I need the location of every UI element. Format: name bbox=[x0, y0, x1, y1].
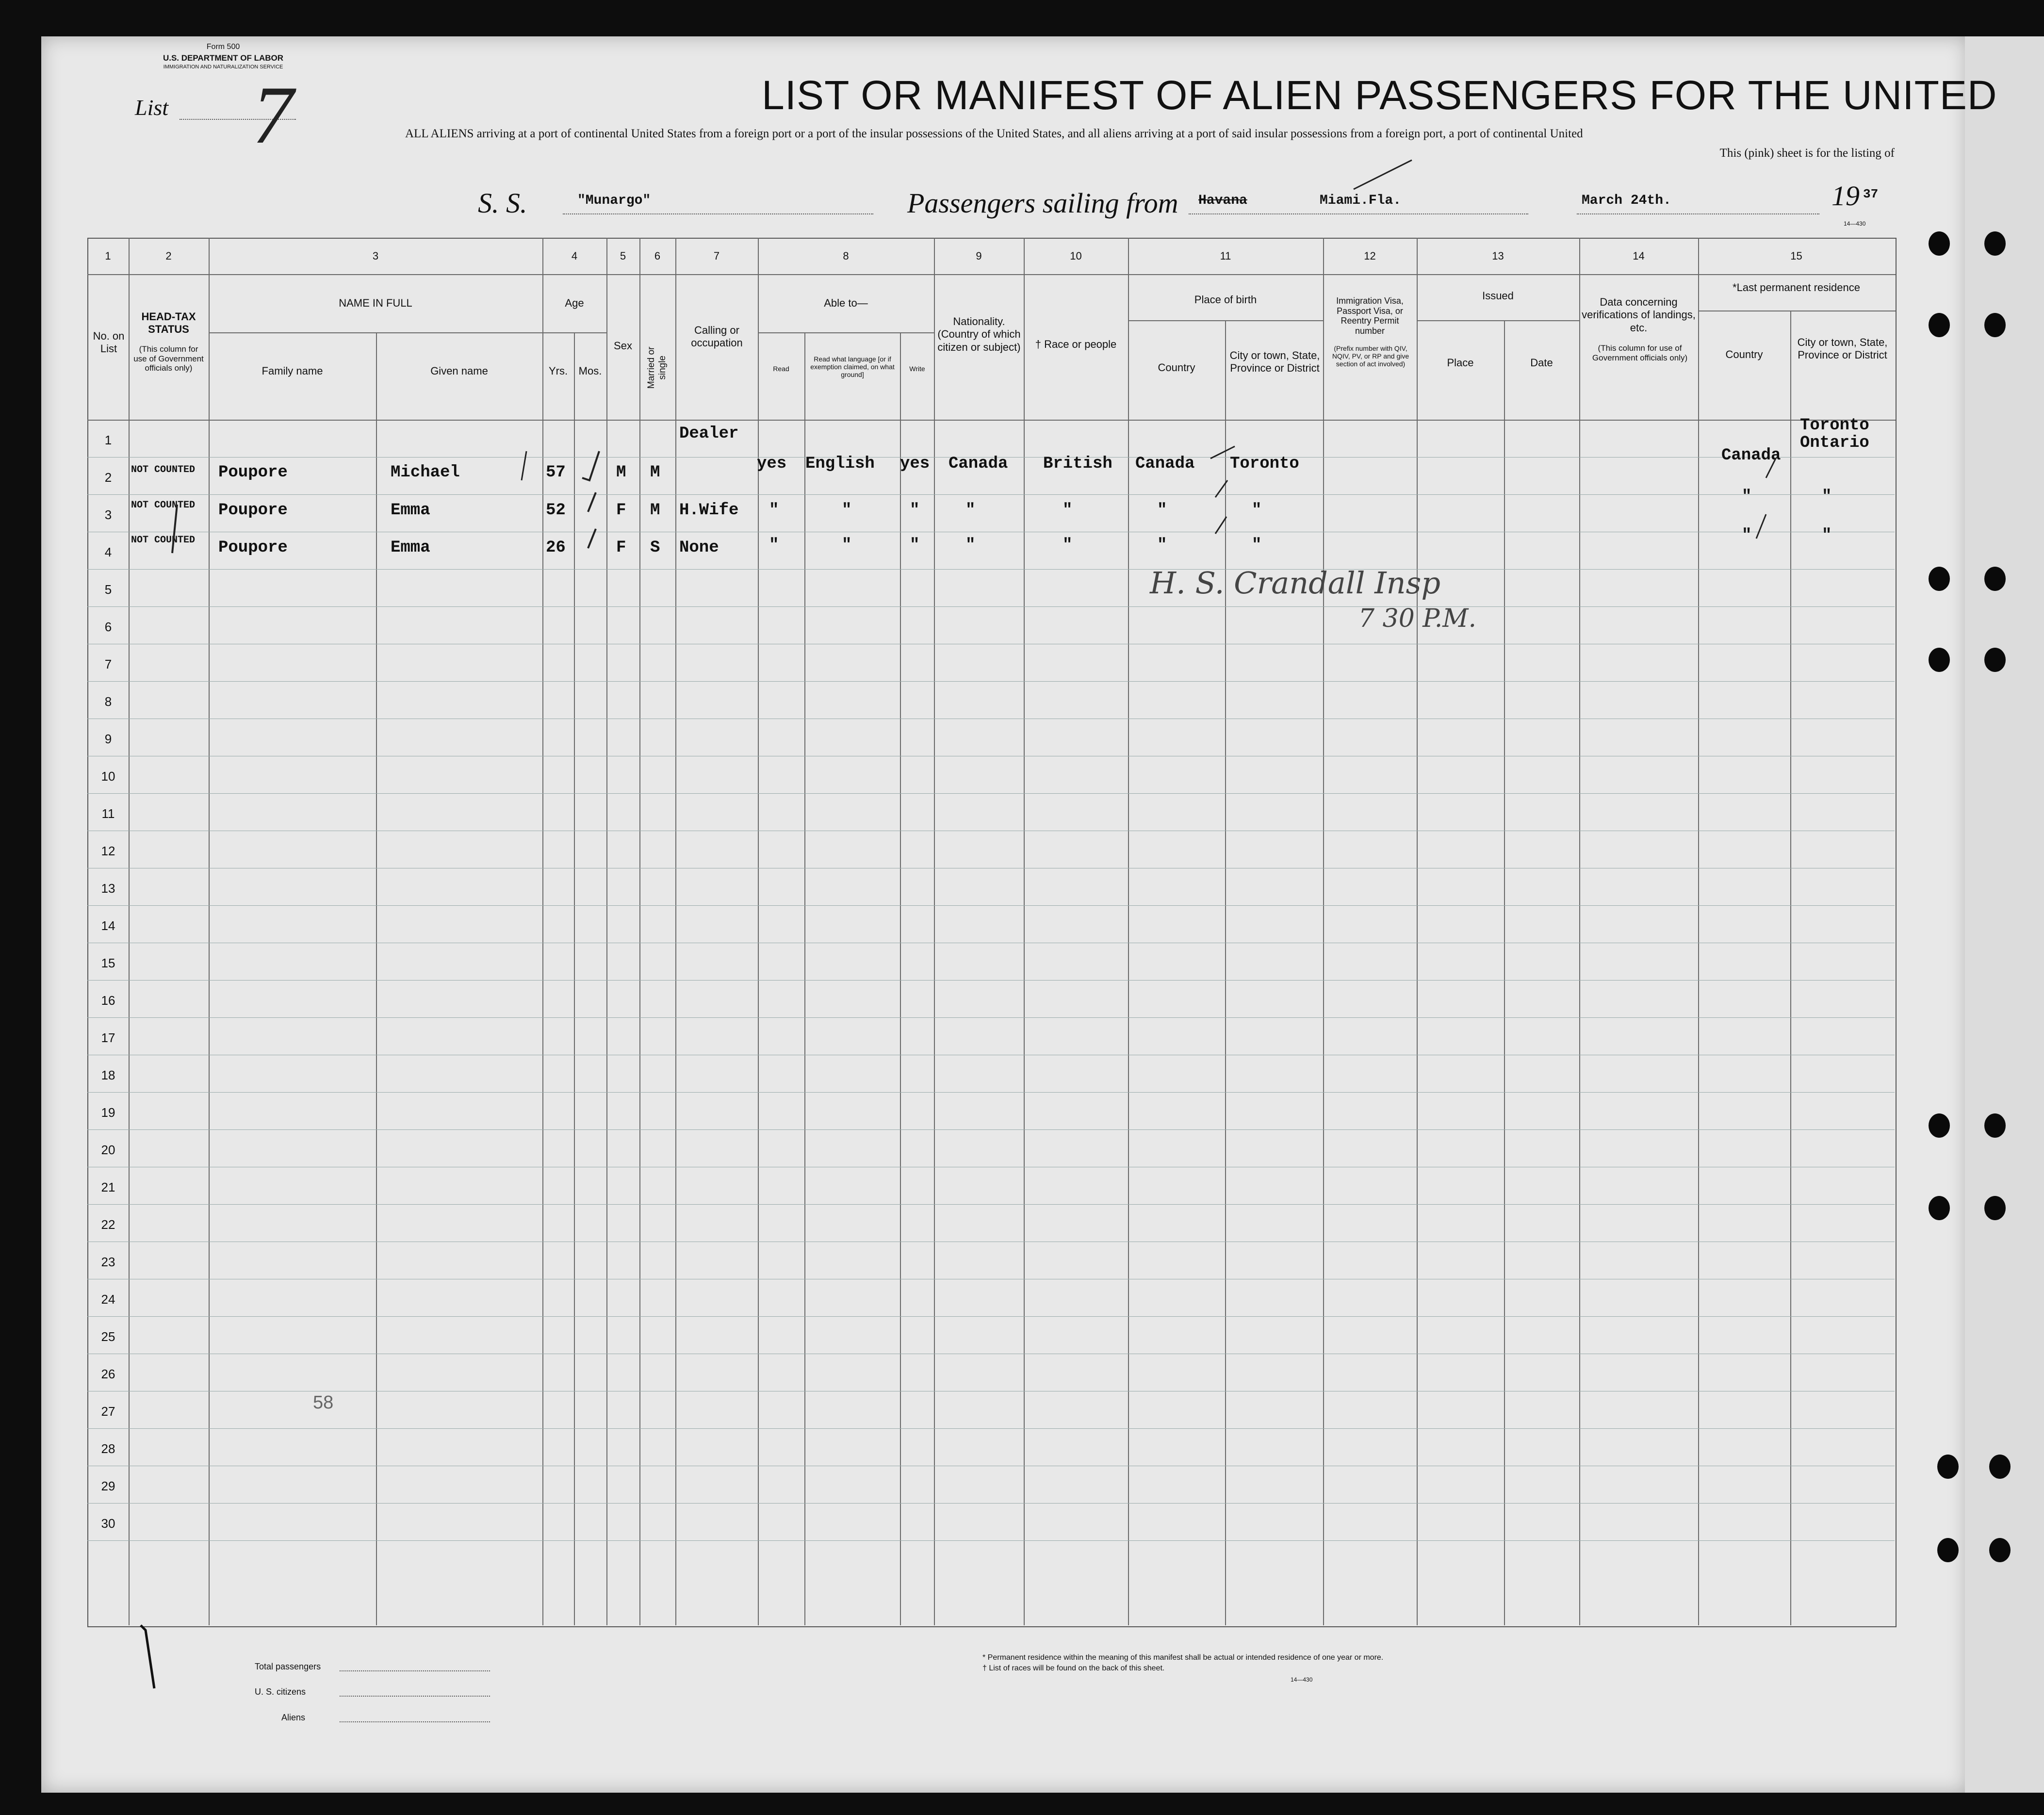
col-header-read: Read bbox=[773, 365, 789, 373]
birth-city: " bbox=[1252, 501, 1262, 520]
row-number: 1 bbox=[104, 433, 112, 447]
row-number: 21 bbox=[101, 1180, 115, 1194]
row-number: 20 bbox=[101, 1143, 115, 1157]
col-header-issued-date: Date bbox=[1530, 357, 1553, 369]
col-num-5: 5 bbox=[620, 250, 626, 262]
binding-hole bbox=[1989, 1455, 2011, 1479]
residence-country: Canada bbox=[1721, 446, 1781, 465]
binding-hole bbox=[1984, 1113, 2006, 1138]
row-number: 19 bbox=[101, 1105, 115, 1120]
birth-country: " bbox=[1157, 536, 1167, 555]
col-num-13: 13 bbox=[1492, 250, 1504, 262]
given-name: Emma bbox=[391, 501, 430, 520]
manifest-subtitle: ALL ALIENS arriving at a port of continental United States from a foreign port or a port of the insular possessions of the United States, and all aliens arriving at a port of said insular possessions from a foreign port, a port of continental United bbox=[405, 127, 1583, 140]
row-number: 6 bbox=[104, 620, 112, 634]
residence-country: " bbox=[1742, 526, 1752, 545]
residence-city: " bbox=[1822, 488, 1832, 506]
col-header-last-residence: *Last permanent residence bbox=[1733, 281, 1860, 294]
nationality: " bbox=[965, 536, 976, 555]
family-name: Poupore bbox=[218, 463, 288, 482]
total-passengers-line bbox=[340, 1670, 490, 1671]
sex: F bbox=[616, 501, 626, 520]
col-header-residence-country: Country bbox=[1725, 348, 1763, 360]
binding-hole bbox=[1984, 1196, 2006, 1220]
row-number: 9 bbox=[104, 732, 112, 746]
able-to-write: " bbox=[910, 536, 920, 555]
col-header-mos: Mos. bbox=[578, 365, 602, 377]
family-name: Poupore bbox=[218, 501, 288, 520]
binding-hole bbox=[1937, 1538, 1959, 1562]
read-language: " bbox=[842, 501, 852, 520]
footnote-residence: * Permanent residence within the meaning of this manifest shall be actual or intended residence of one year or more. bbox=[982, 1653, 1384, 1662]
read-language: English bbox=[805, 455, 875, 473]
row-number: 29 bbox=[101, 1479, 115, 1493]
col-header-visa: Immigration Visa, Passport Visa, or Reentry Permit number bbox=[1336, 296, 1404, 336]
col-num-12: 12 bbox=[1364, 250, 1376, 262]
col-header-yrs: Yrs. bbox=[548, 365, 568, 377]
col-num-1: 1 bbox=[105, 250, 111, 262]
sailing-port: Miami.Fla. bbox=[1320, 193, 1402, 208]
row-number: 4 bbox=[104, 545, 112, 559]
col-num-6: 6 bbox=[654, 250, 661, 262]
year-suffix: 37 bbox=[1863, 187, 1879, 201]
binding-hole bbox=[1984, 567, 2006, 591]
col-header-occupation: Calling or occupation bbox=[691, 324, 743, 349]
race: " bbox=[1063, 501, 1073, 520]
col-header-issued-place: Place bbox=[1447, 357, 1474, 369]
col-num-10: 10 bbox=[1070, 250, 1082, 262]
col-num-4: 4 bbox=[571, 250, 578, 262]
col-header-read-language: Read what language [or if exemption claimed, on what ground] bbox=[810, 355, 895, 379]
department-label: U.S. DEPARTMENT OF LABOR bbox=[163, 53, 284, 63]
col-header-race: † Race or people bbox=[1035, 338, 1117, 350]
form-number: Form 500 bbox=[206, 43, 240, 51]
row-number: 27 bbox=[101, 1404, 115, 1419]
nationality: " bbox=[965, 501, 976, 520]
residence-city: Toronto Ontario bbox=[1800, 416, 1869, 452]
able-to-write: " bbox=[910, 501, 920, 520]
sailing-from-label: Passengers sailing from bbox=[907, 187, 1178, 219]
aliens-label: Aliens bbox=[281, 1713, 306, 1722]
col-num-7: 7 bbox=[713, 250, 720, 262]
inspector-signature: H. S. Crandall Insp bbox=[1150, 565, 1441, 601]
col-header-married: Married or single bbox=[646, 346, 668, 389]
page-stamp: 58 bbox=[313, 1392, 334, 1413]
head-tax-status: NOT COUNTED bbox=[131, 464, 196, 475]
col-num-15: 15 bbox=[1790, 250, 1802, 262]
inspection-time-note: 7 30 P.M. bbox=[1358, 604, 1477, 633]
row-number: 26 bbox=[101, 1367, 115, 1381]
able-to-write: yes bbox=[900, 455, 930, 473]
binding-hole bbox=[1984, 231, 2006, 256]
col-header-place-of-birth: Place of birth bbox=[1194, 294, 1257, 306]
col-header-no-on-list: No. on List bbox=[93, 330, 125, 355]
col-num-3: 3 bbox=[372, 250, 379, 262]
row-number: 18 bbox=[101, 1068, 115, 1082]
binding-hole bbox=[1984, 648, 2006, 672]
footnote-races: † List of races will be found on the back of this sheet. bbox=[982, 1664, 1165, 1672]
col-header-write: Write bbox=[909, 365, 925, 373]
col-header-residence-city: City or town, State, Province or District bbox=[1797, 336, 1888, 361]
col-num-8: 8 bbox=[843, 250, 849, 262]
age-years: 57 bbox=[546, 463, 566, 482]
race: " bbox=[1063, 536, 1073, 555]
row-number: 22 bbox=[101, 1217, 115, 1232]
aliens-line bbox=[340, 1721, 490, 1722]
able-to-read: " bbox=[769, 536, 779, 555]
col-num-9: 9 bbox=[976, 250, 982, 262]
sex: M bbox=[616, 463, 626, 482]
col-header-head-tax-note: (This column for use of Government officials only) bbox=[133, 344, 204, 373]
age-years: 26 bbox=[546, 539, 566, 557]
col-header-verifications-note: (This column for use of Government officials only) bbox=[1592, 343, 1688, 362]
us-citizens-label: U. S. citizens bbox=[255, 1687, 306, 1697]
list-label: List bbox=[135, 95, 169, 120]
list-number-handwritten: 7 bbox=[252, 69, 294, 161]
row-number: 2 bbox=[104, 470, 112, 485]
able-to-read: " bbox=[769, 501, 779, 520]
binding-hole bbox=[1929, 648, 1950, 672]
occupation: Dealer bbox=[679, 425, 739, 443]
binding-hole bbox=[1929, 567, 1950, 591]
binding-hole bbox=[1989, 1538, 2011, 1562]
row-number: 14 bbox=[101, 918, 115, 933]
row-number: 15 bbox=[101, 956, 115, 970]
col-num-11: 11 bbox=[1220, 250, 1231, 262]
form-code-top: 14—430 bbox=[1844, 220, 1866, 227]
row-number: 12 bbox=[101, 844, 115, 858]
col-header-given-name: Given name bbox=[430, 365, 488, 377]
age-years: 52 bbox=[546, 501, 566, 520]
ship-name: "Munargo" bbox=[577, 193, 651, 208]
row-number: 7 bbox=[104, 657, 112, 671]
birth-country: " bbox=[1157, 501, 1167, 520]
col-header-able-to: Able to— bbox=[824, 297, 868, 309]
residence-city: " bbox=[1822, 526, 1832, 545]
binding-hole bbox=[1929, 313, 1950, 337]
sailing-date: March 24th. bbox=[1582, 193, 1671, 208]
row-number: 5 bbox=[104, 582, 112, 597]
col-header-birth-city: City or town, State, Province or District bbox=[1229, 349, 1320, 375]
marital-status: M bbox=[650, 501, 660, 520]
col-num-2: 2 bbox=[165, 250, 172, 262]
given-name: Michael bbox=[391, 463, 460, 482]
col-header-age: Age bbox=[565, 297, 584, 309]
row-number: 24 bbox=[101, 1292, 115, 1307]
total-passengers-label: Total passengers bbox=[255, 1662, 321, 1671]
head-tax-status: NOT COUNTED bbox=[131, 535, 196, 546]
occupation: H.Wife bbox=[679, 501, 739, 520]
birth-city: Toronto bbox=[1230, 455, 1299, 473]
ss-label: S. S. bbox=[478, 187, 527, 219]
col-header-verifications: Data concerning verifications of landings, etc. bbox=[1582, 296, 1696, 334]
col-header-issued: Issued bbox=[1482, 290, 1514, 302]
row-number: 10 bbox=[101, 769, 115, 784]
col-header-sex: Sex bbox=[614, 340, 632, 352]
year-prefix: 19 bbox=[1831, 180, 1860, 212]
binding-hole bbox=[1984, 313, 2006, 337]
row-number: 23 bbox=[101, 1255, 115, 1269]
manifest-title: LIST OR MANIFEST OF ALIEN PASSENGERS FOR THE UNITED bbox=[762, 72, 1997, 118]
col-header-family-name: Family name bbox=[262, 365, 323, 377]
row-number: 25 bbox=[101, 1329, 115, 1344]
row-number: 11 bbox=[101, 806, 115, 821]
head-tax-status: NOT COUNTED bbox=[131, 500, 196, 511]
binding-hole bbox=[1929, 1113, 1950, 1138]
sex: F bbox=[616, 539, 626, 557]
row-number: 13 bbox=[101, 881, 115, 896]
col-num-14: 14 bbox=[1633, 250, 1645, 262]
family-name: Poupore bbox=[218, 539, 288, 557]
col-header-birth-country: Country bbox=[1158, 361, 1195, 374]
binding-hole bbox=[1929, 231, 1950, 256]
service-label: IMMIGRATION AND NATURALIZATION SERVICE bbox=[163, 64, 283, 70]
col-header-nationality: Nationality. (Country of which citizen or subject) bbox=[937, 315, 1021, 353]
nationality: Canada bbox=[948, 455, 1008, 473]
col-header-name: NAME IN FULL bbox=[339, 297, 412, 309]
binding-hole bbox=[1929, 1196, 1950, 1220]
binding-hole bbox=[1937, 1455, 1959, 1479]
manifest-subtitle-2: This (pink) sheet is for the listing of bbox=[1719, 147, 1895, 160]
birth-city: " bbox=[1252, 536, 1262, 555]
row-number: 17 bbox=[101, 1030, 115, 1045]
row-number: 3 bbox=[104, 507, 112, 522]
row-number: 8 bbox=[104, 694, 112, 709]
residence-country: " bbox=[1742, 488, 1752, 506]
port-struck: Havana bbox=[1198, 193, 1247, 208]
read-language: " bbox=[842, 536, 852, 555]
row-number: 16 bbox=[101, 993, 115, 1008]
able-to-read: yes bbox=[757, 455, 787, 473]
birth-country: Canada bbox=[1135, 455, 1195, 473]
col-header-visa-note: (Prefix number with QIV, NQIV, PV, or RP and give section of act involved) bbox=[1332, 344, 1409, 368]
col-header-head-tax: HEAD-TAX STATUS bbox=[141, 311, 196, 336]
footer-form-code: 14—430 bbox=[1291, 1676, 1313, 1683]
given-name: Emma bbox=[391, 539, 430, 557]
race: British bbox=[1043, 455, 1112, 473]
us-citizens-line bbox=[340, 1696, 490, 1697]
marital-status: S bbox=[650, 539, 660, 557]
marital-status: M bbox=[650, 463, 660, 482]
occupation: None bbox=[679, 539, 719, 557]
row-number: 30 bbox=[101, 1516, 115, 1531]
row-number: 28 bbox=[101, 1441, 115, 1456]
